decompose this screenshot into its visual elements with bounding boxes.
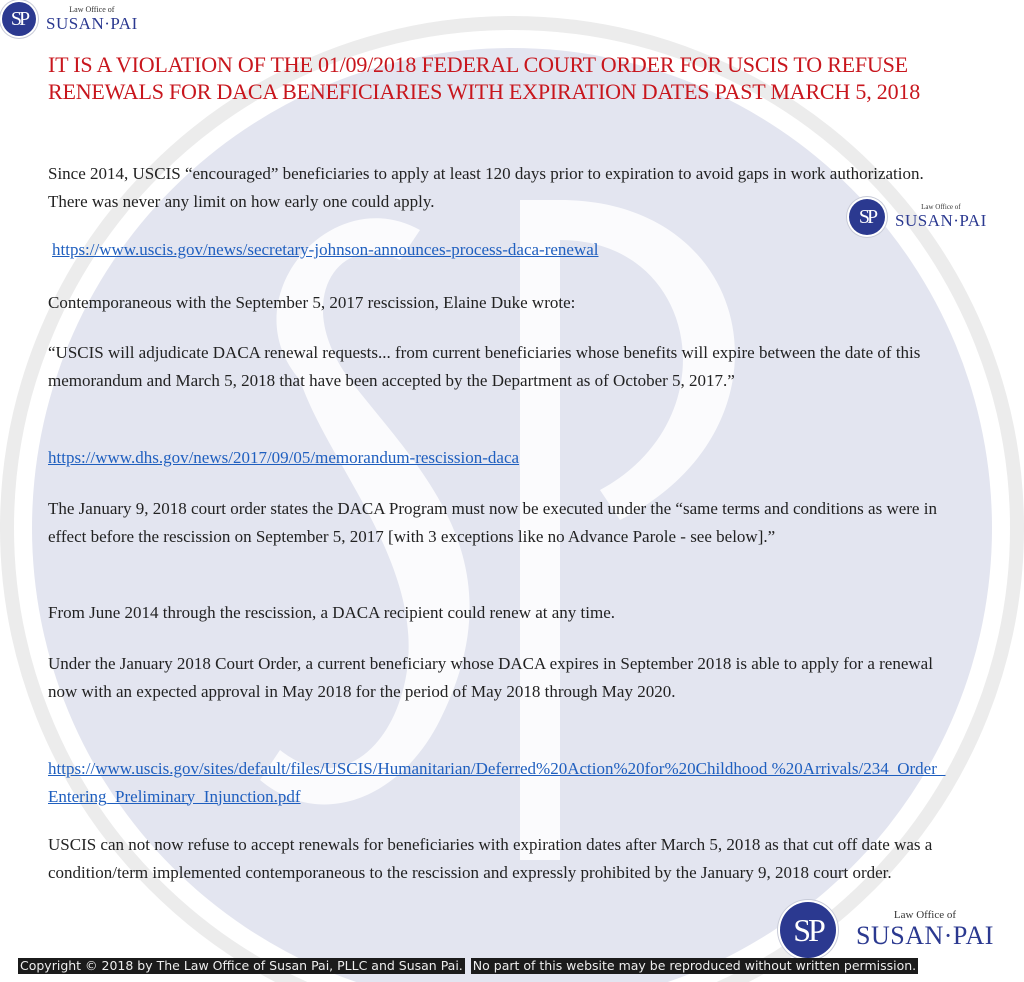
- page-headline: IT IS A VIOLATION OF THE 01/09/2018 FEDERAL COURT ORDER FOR USCIS TO REFUSE RENEWALS FOR DACA BENEFICIARIES WITH EXPIRATION DATES PAST MARCH 5, 2018: [48, 52, 920, 104]
- paragraph-court-order-terms: The January 9, 2018 court order states the DACA Program must now be executed under the “same terms and conditions as were in effect before the rescission on September 5, 2017 [with 3 exceptions like no Advance Parole - see below].”: [48, 499, 937, 546]
- link-dhs-memorandum-rescission[interactable]: https://www.dhs.gov/news/2017/09/05/memorandum-rescission-daca: [48, 448, 520, 467]
- sp-monogram-icon: SP: [780, 902, 836, 958]
- copyright-footer: [18, 958, 918, 974]
- paragraph-renew-any-time: From June 2014 through the rescission, a DACA recipient could renew at any time.: [48, 603, 616, 622]
- sp-monogram-icon: SP: [2, 2, 36, 36]
- paragraph-uscis-encouraged: Since 2014, USCIS “encouraged” beneficiaries to apply at least 120 days prior to expiration to avoid gaps in work authorization. There was never any limit on how early one could apply.: [48, 164, 924, 211]
- reproduction-notice: No part of this website may be reproduced without written permission.: [472, 958, 917, 973]
- paragraph-elaine-duke: Contemporaneous with the September 5, 2017 rescission, Elaine Duke wrote:: [48, 293, 576, 312]
- link-preliminary-injunction-pdf[interactable]: https://www.uscis.gov/sites/default/files/USCIS/Humanitarian/Deferred%20Action%20for%20Childhood %20Arrivals/234_Order_Entering_Preliminary_Injunction.pdf: [48, 759, 946, 806]
- footer-logo: [780, 902, 994, 958]
- inline-logo: [849, 199, 987, 235]
- sp-monogram-icon: SP: [849, 199, 885, 235]
- quote-duke-memo: “USCIS will adjudicate DACA renewal requests... from current beneficiaries whose benefits will expire between the date of this memorandum and March 5, 2018 that have been accepted by the Department as of October 5, 2017.”: [48, 343, 921, 390]
- logo-subtitle: Law Office of: [893, 909, 957, 921]
- header-logo[interactable]: [2, 2, 138, 36]
- logo-name: SUSAN·PAI: [895, 211, 987, 230]
- paragraph-uscis-cannot-refuse: USCIS can not now refuse to accept renewals for beneficiaries with expiration dates after March 5, 2018 as that cut off date was a condition/term implemented contemporaneous to the rescission and expressly prohibited by the January 9, 2018 court order.: [48, 835, 933, 882]
- logo-name: SUSAN·PAI: [46, 13, 138, 33]
- logo-subtitle: Law Office of: [69, 4, 115, 14]
- logo-subtitle: Law Office of: [921, 203, 961, 211]
- copyright-text: Copyright © 2018 by The Law Office of Susan Pai, PLLC and Susan Pai.: [20, 958, 463, 973]
- paragraph-renewal-example: Under the January 2018 Court Order, a current beneficiary whose DACA expires in September 2018 is able to apply for a renewal now with an expected approval in May 2018 for the period of May 2018 through May 2020.: [48, 654, 933, 701]
- link-uscis-johnson-daca-renewal[interactable]: https://www.uscis.gov/news/secretary-johnson-announces-process-daca-renewal: [52, 240, 599, 259]
- logo-name: SUSAN·PAI: [856, 921, 994, 950]
